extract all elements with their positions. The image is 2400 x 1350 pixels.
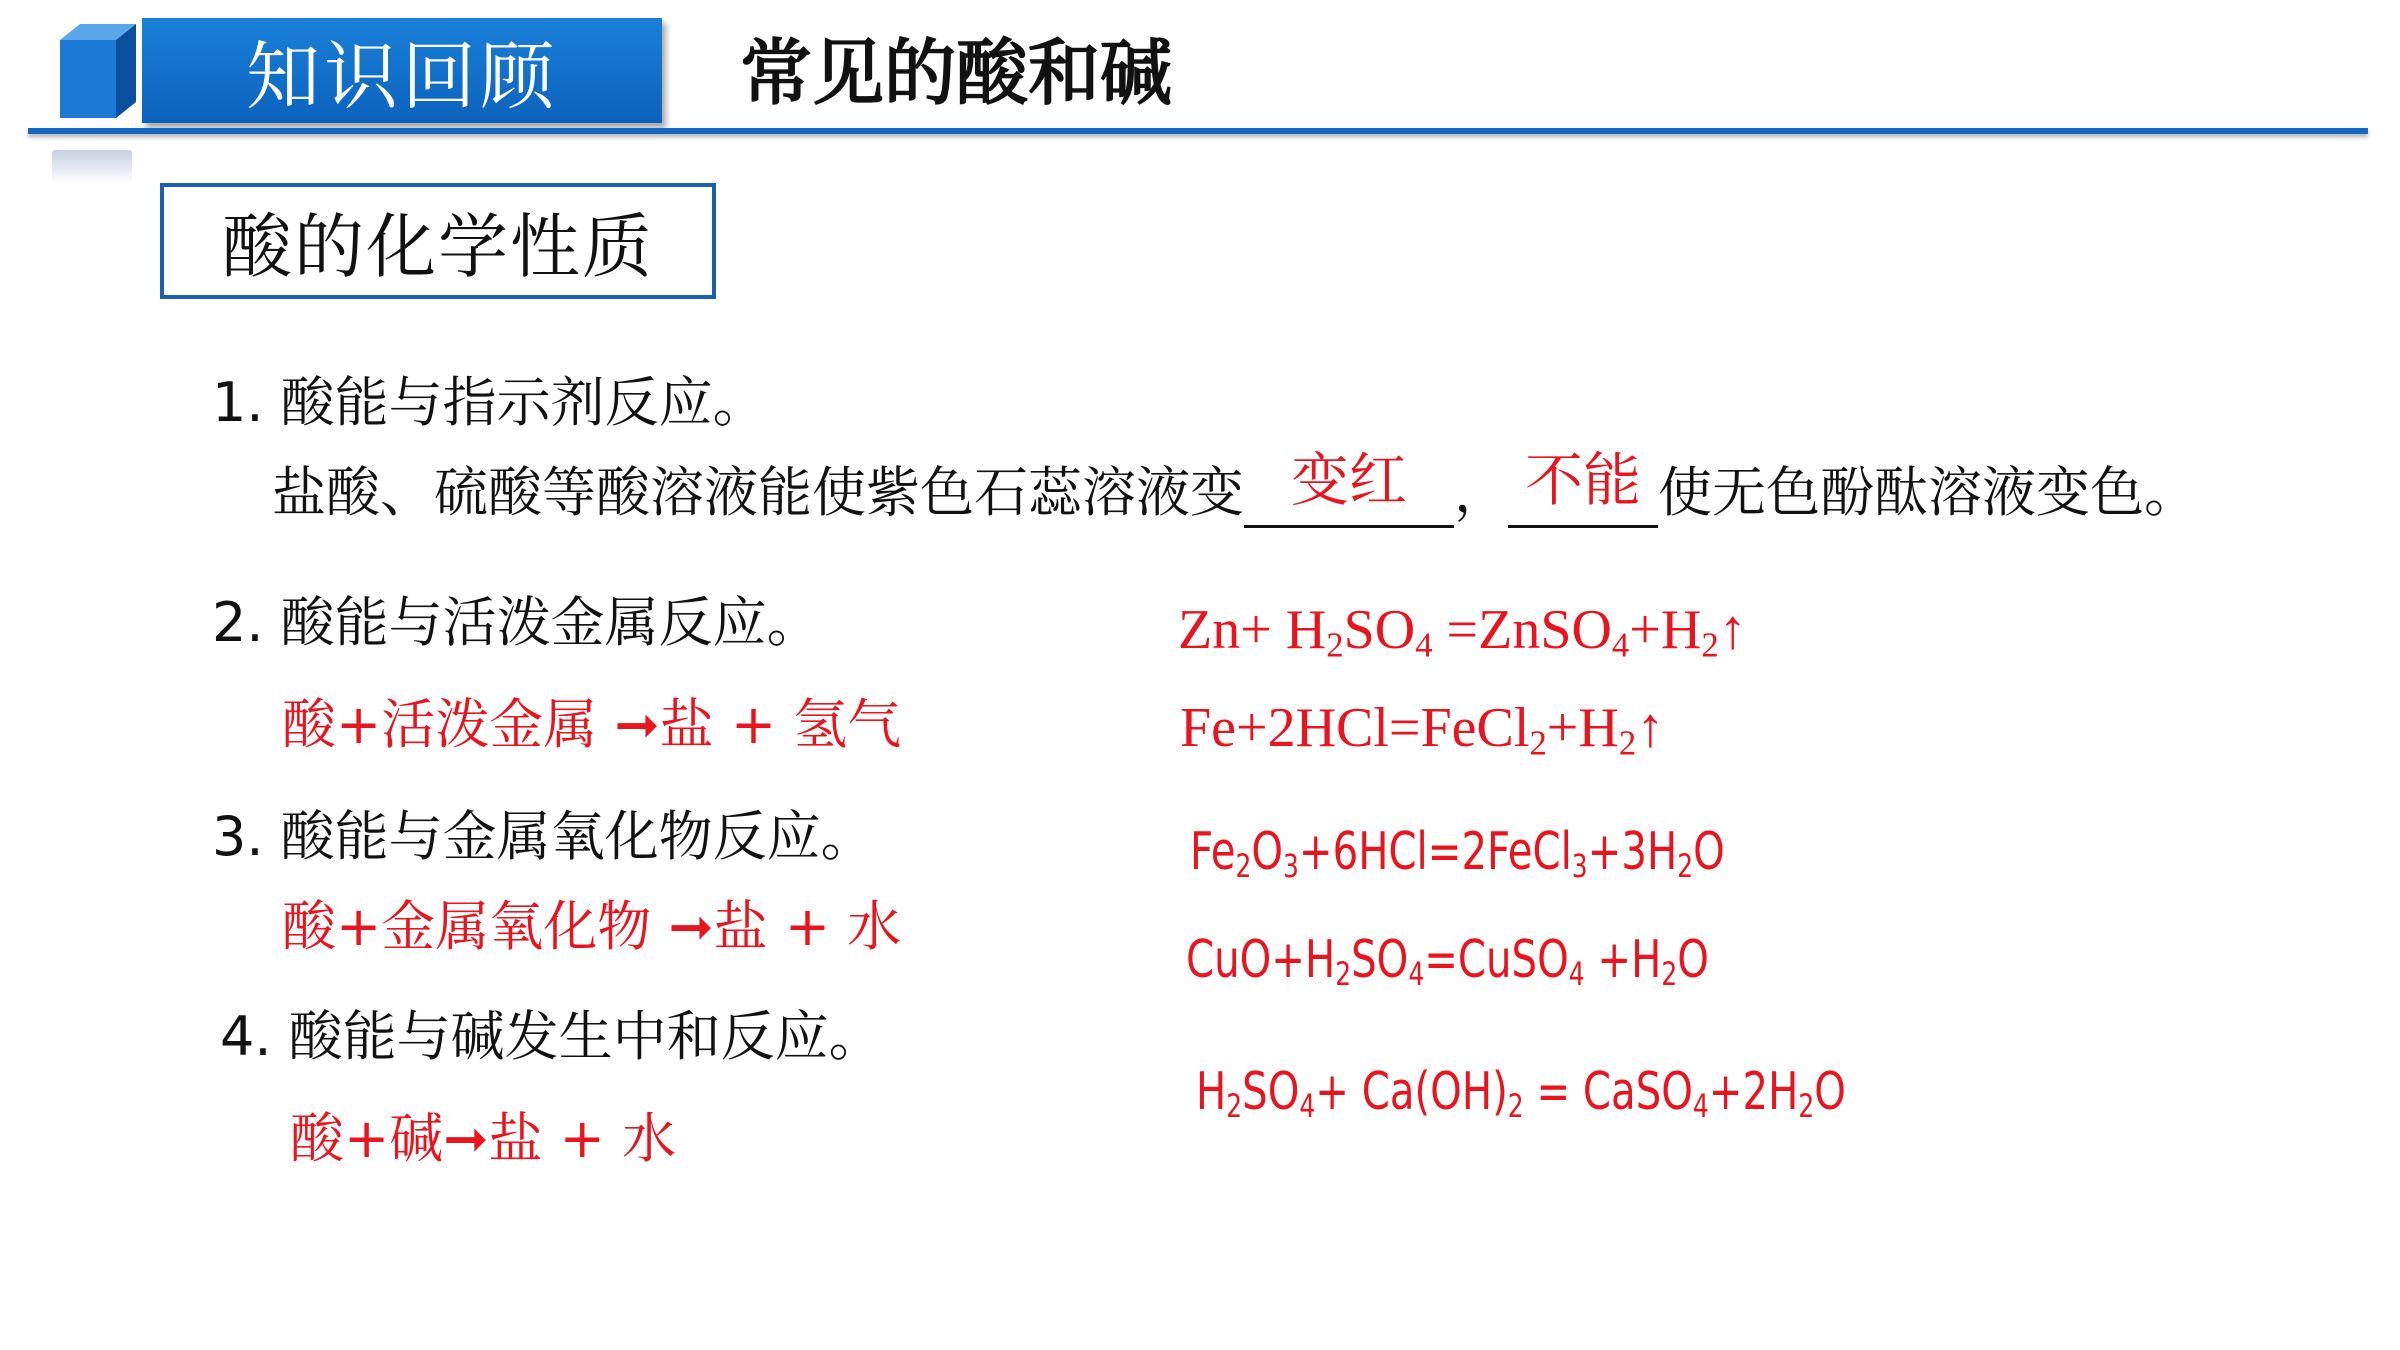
cube-reflection (52, 150, 132, 184)
header-tab (142, 18, 662, 123)
item1-sentence-part1: 盐酸、硫酸等酸溶液能使紫色石蕊溶液变 (272, 461, 1244, 524)
item3-rule: 酸+金属氧化物 ➞盐 + 水 (282, 895, 902, 958)
equation-neutralization: $H_2SO_4+ Ca(OH)_2$ = $CaSO_4+2H_2O$ (1196, 1062, 1846, 1126)
page-title: 常见的酸和碱 (740, 31, 1173, 115)
section-title-box (160, 183, 716, 299)
item2-rule: 酸+活泼金属 ➞盐 + 氢气 (282, 693, 902, 756)
blank-1 (1244, 446, 1454, 528)
equation-zinc: $Zn+ H_2SO_4$ $=ZnSO_4+H_2↑$ (1178, 599, 1747, 665)
item1-heading: 1. 酸能与指示剂反应。 (212, 371, 767, 434)
item1-sentence (272, 446, 2198, 528)
blank-1-answer: 变红 (1290, 446, 1407, 514)
item3-heading: 3. 酸能与金属氧化物反应。 (212, 805, 875, 868)
blank-2 (1508, 446, 1658, 528)
item4-rule: 酸+碱➞盐 + 水 (290, 1107, 677, 1170)
header-tab-label: 知识回顾 (246, 33, 558, 120)
item4-heading: 4. 酸能与碱发生中和反应。 (220, 1005, 883, 1068)
item2-heading: 2. 酸能与活泼金属反应。 (212, 591, 821, 654)
equation-iron: $Fe+2HCl=FeCl_2+H_2↑$ (1180, 697, 1665, 763)
header-divider (28, 128, 2368, 134)
blank-2-answer: 不能 (1524, 446, 1641, 514)
item1-sentence-part2: 使无色酚酞溶液变色。 (1658, 461, 2198, 524)
item1-comma: ， (1454, 461, 1508, 524)
equation-iron-oxide: $Fe_2O_3+6HCl=2FeCl_3+3H_2O$ (1190, 822, 1725, 886)
equation-copper-oxide: $CuO+H_2SO_4=CuSO_4 +H_2O$ (1186, 930, 1709, 994)
cube-icon (50, 22, 138, 120)
section-title: 酸的化学性质 (222, 205, 654, 288)
